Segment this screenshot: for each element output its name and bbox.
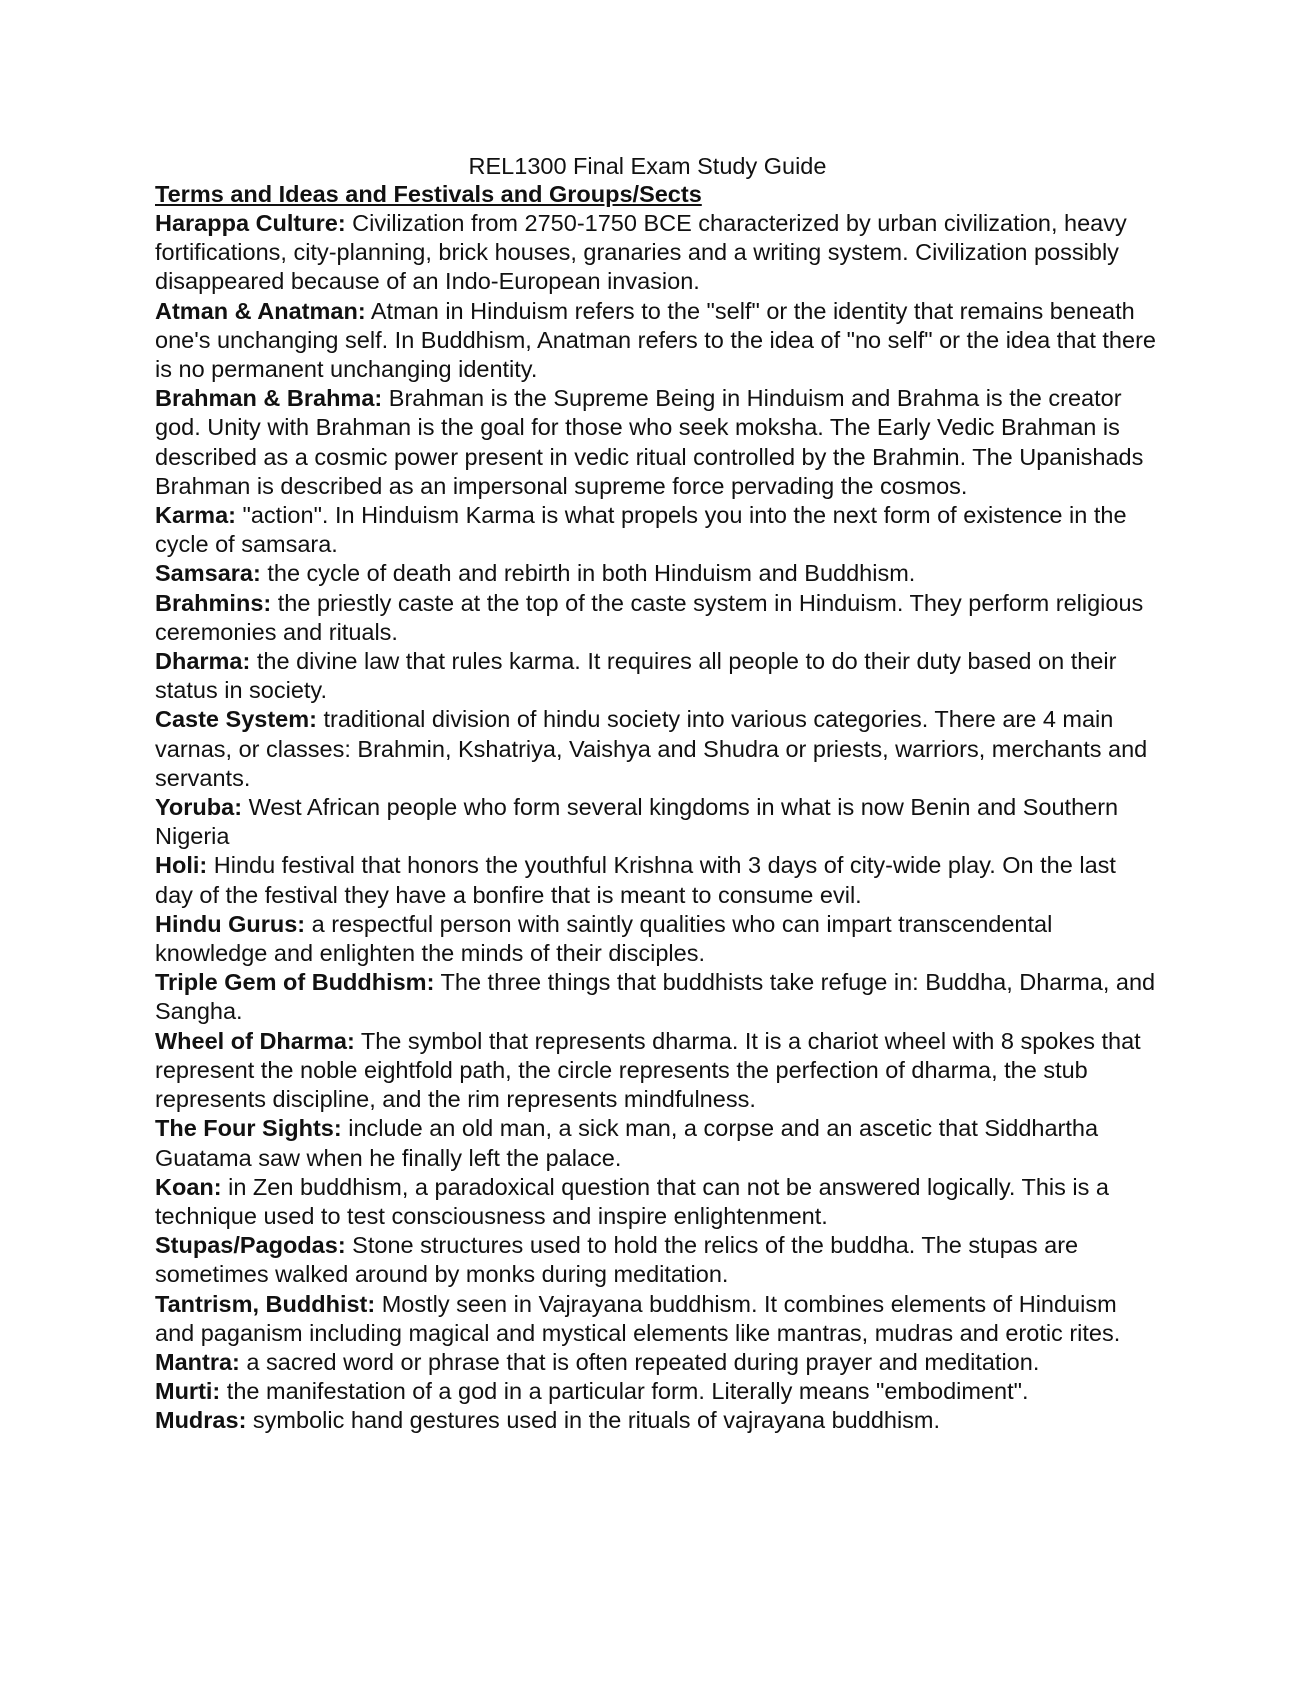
glossary-entry bbox=[155, 1348, 1160, 1377]
glossary-list bbox=[155, 209, 1160, 1436]
entry-definition: include an old man, a sick man, a corpse and an ascetic that Siddhartha Guatama saw when he finally left the palace. bbox=[155, 1115, 1099, 1171]
entry-term: Tantrism, Buddhist: bbox=[155, 1290, 376, 1317]
entry-term: The Four Sights: bbox=[155, 1115, 342, 1142]
entry-definition: The three things that buddhists take refuge in: Buddha, Dharma, and Sangha. bbox=[155, 969, 1156, 1025]
entry-term: Stupas/Pagodas: bbox=[155, 1232, 346, 1259]
entry-term: Wheel of Dharma: bbox=[155, 1027, 355, 1054]
entry-definition: in Zen buddhism, a paradoxical question that can not be answered logically. This is a technique used to test consciousness and inspire enlightenment. bbox=[155, 1173, 1110, 1229]
entry-definition: Civilization from 2750-1750 BCE characterized by urban civilization, heavy fortifications, city-planning, brick houses, granaries and a writing system. Civilization possibly disappeared because of an Indo-European invasion. bbox=[155, 210, 1127, 295]
entry-definition: "action". In Hinduism Karma is what propels you into the next form of existence in the cycle of samsara. bbox=[155, 502, 1127, 558]
glossary-entry bbox=[155, 1377, 1160, 1406]
entry-term: Hindu Gurus: bbox=[155, 910, 306, 937]
glossary-entry bbox=[155, 589, 1160, 647]
entry-definition: Brahman is the Supreme Being in Hinduism and Brahma is the creator god. Unity with Brahman is the goal for those who seek moksha. The Early Vedic Brahman is described as a cosmic power present in vedic ritual controlled by the Brahmin. The Upanishads Brahman is described as an impersonal supreme force pervading the cosmos. bbox=[155, 385, 1144, 499]
entry-term: Koan: bbox=[155, 1173, 222, 1200]
glossary-entry bbox=[155, 559, 1160, 588]
entry-term: Caste System: bbox=[155, 706, 317, 733]
entry-term: Harappa Culture: bbox=[155, 210, 346, 236]
glossary-entry bbox=[155, 209, 1160, 297]
entry-term: Atman & Anatman: bbox=[155, 297, 366, 324]
entry-definition: symbolic hand gestures used in the rituals of vajrayana buddhism. bbox=[246, 1407, 941, 1434]
entry-definition: the priestly caste at the top of the caste system in Hinduism. They perform religious ceremonies and rituals. bbox=[155, 589, 1144, 645]
glossary-entry bbox=[155, 1173, 1160, 1231]
glossary-entry bbox=[155, 705, 1160, 793]
entry-term: Mudras: bbox=[155, 1407, 247, 1434]
section-heading: Terms and Ideas and Festivals and Groups/Sects bbox=[155, 181, 702, 207]
glossary-entry bbox=[155, 501, 1160, 559]
entry-term: Dharma: bbox=[155, 648, 251, 675]
entry-term: Mantra: bbox=[155, 1348, 240, 1375]
document-title: REL1300 Final Exam Study Guide bbox=[468, 153, 827, 179]
entry-term: Brahmins: bbox=[155, 589, 272, 616]
document-page bbox=[155, 152, 1160, 1436]
entry-definition: The symbol that represents dharma. It is a chariot wheel with 8 spokes that represent the noble eightfold path, the circle represents the perfection of dharma, the stub represents discipline, and the rim represents mindfulness. bbox=[155, 1027, 1141, 1113]
glossary-entry bbox=[155, 647, 1160, 705]
entry-definition: traditional division of hindu society into various categories. There are 4 main varnas, or classes: Brahmin, Kshatriya, Vaishya and Shudra or priests, warriors, merchants and servants. bbox=[155, 706, 1148, 791]
entry-definition: the cycle of death and rebirth in both Hinduism and Buddhism. bbox=[260, 560, 916, 587]
entry-definition: Stone structures used to hold the relics of the buddha. The stupas are sometimes walked around by monks during meditation. bbox=[155, 1232, 1079, 1288]
entry-definition: Hindu festival that honors the youthful Krishna with 3 days of city-wide play. On the last day of the festival they have a bonfire that is meant to consume evil. bbox=[155, 852, 1116, 908]
entry-definition: a sacred word or phrase that is often repeated during prayer and meditation. bbox=[239, 1348, 1040, 1375]
glossary-entry bbox=[155, 297, 1160, 385]
entry-term: Samsara: bbox=[155, 560, 261, 587]
glossary-entry bbox=[155, 1231, 1160, 1289]
entry-definition: West African people who form several kingdoms in what is now Benin and Southern Nigeria bbox=[155, 794, 1119, 850]
glossary-entry bbox=[155, 968, 1160, 1026]
entry-definition: the manifestation of a god in a particular form. Literally means "embodiment". bbox=[220, 1378, 1029, 1405]
entry-term: Triple Gem of Buddhism: bbox=[155, 969, 435, 996]
entry-definition: the divine law that rules karma. It requires all people to do their duty based on their status in society. bbox=[155, 648, 1117, 704]
entry-definition: Mostly seen in Vajrayana buddhism. It combines elements of Hinduism and paganism including magical and mystical elements like mantras, mudras and erotic rites. bbox=[155, 1290, 1121, 1346]
glossary-entry bbox=[155, 384, 1160, 501]
glossary-entry bbox=[155, 851, 1160, 909]
glossary-entry bbox=[155, 1290, 1160, 1348]
glossary-entry bbox=[155, 910, 1160, 968]
entry-term: Murti: bbox=[155, 1378, 221, 1405]
glossary-entry bbox=[155, 1406, 1160, 1435]
entry-definition: Atman in Hinduism refers to the "self" or the identity that remains beneath one's unchanging self. In Buddhism, Anatman refers to the idea of "no self" or the idea that there is no permanent unchanging identity. bbox=[155, 297, 1156, 383]
glossary-entry bbox=[155, 793, 1160, 851]
entry-term: Holi: bbox=[155, 852, 208, 879]
entry-definition: a respectful person with saintly qualities who can impart transcendental knowledge and enlighten the minds of their disciples. bbox=[155, 910, 1053, 967]
entry-term: Yoruba: bbox=[155, 794, 243, 821]
entry-term: Brahman & Brahma: bbox=[155, 385, 383, 412]
glossary-entry bbox=[155, 1027, 1160, 1115]
entry-term: Karma: bbox=[155, 502, 236, 529]
glossary-entry bbox=[155, 1114, 1160, 1172]
